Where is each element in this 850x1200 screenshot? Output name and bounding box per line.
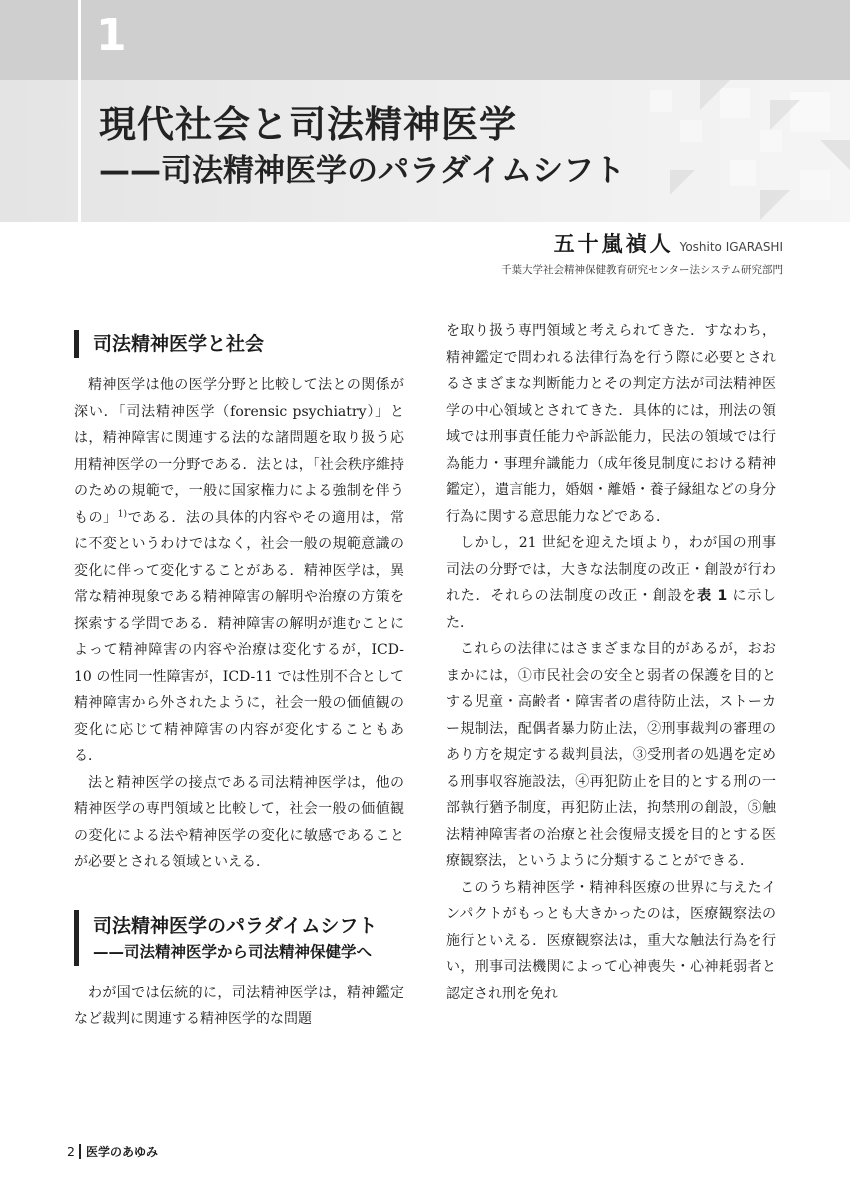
paragraph: これらの法律にはさまざまな目的があるが，おおまかには，①市民社会の安全と弱者の保護を目的とする児童・高齢者・障害者の虐待防止法，ストーカー規制法，配偶者暴力防止法，②刑事裁判の審理のあり方を規定する裁判員法，③受刑者の処遇を定める刑事収容施設法，④再犯防止を目的とする刑の一部執行猶予制度，再犯防止法，拘禁刑の創設，⑤触法精神障害者の治療と社会復帰支援を目的とする医療観察法，というように分類することができる． <box>446 641 776 869</box>
paragraph: を取り扱う専門領域と考えられてきた．すなわち，精神鑑定で問われる法律行為を行う際に必要とされるさまざまな判断能力とその判定方法が司法精神医学の中心領域とされてきた．具体的には，刑法の領域では刑事責任能力や訴訟能力，民法の領域では行為能力・事理弁識能力（成年後見制度における精神鑑定），遺言能力，婚姻・離婚・養子縁組などの身分行為に関する意思能力などである． <box>446 323 776 525</box>
title-band <box>0 80 850 222</box>
section-subtitle: ——司法精神医学から司法精神保健学へ <box>93 942 373 961</box>
paragraph: しかし，21 世紀を迎えた頃より，わが国の刑事司法の分野では，大きな法制度の改正・創設が行われた．それらの法制度の改正・創設を表 1 に示した． <box>446 535 776 631</box>
paragraph: 法と精神医学の接点である司法精神医学は，他の精神医学の専門領域と比較して，社会一般の価値観の変化による法や精神医学の変化に敏感であることが必要とされる領域といえる． <box>74 774 404 870</box>
author-line <box>554 228 783 258</box>
article-title: 現代社会と司法精神医学 <box>99 103 517 146</box>
right-column <box>446 318 776 1007</box>
table-reference: 表 1 <box>697 588 728 604</box>
paragraph: このうち精神医学・精神科医療の世界に与えたインパクトがもっとも大きかったのは，医療観察法の施行といえる．医療観察法は，重大な触法行為を行い，刑事司法機関によって心神喪失・心神耗弱者と認定され刑を免れ <box>446 879 776 1002</box>
footer-divider <box>79 1144 81 1159</box>
page-number: 2 <box>67 1144 75 1159</box>
footnote-ref: 1) <box>117 508 127 519</box>
chapter-number: 1 <box>96 10 127 61</box>
section-title: 司法精神医学のパラダイムシフト <box>93 914 378 937</box>
article-subtitle: ——司法精神医学のパラダイムシフト <box>99 153 626 189</box>
section-heading <box>74 910 404 966</box>
paragraph: 精神医学は他の医学分野と比較して法との関係が深い．「司法精神医学（forensic psychiatry）」とは，精神障害に関連する法的な諸問題を取り扱う応用精神医学の一分野である．法とは，「社会秩序維持のための規範で，一般に国家権力による強制を伴うもの」$^{1)}$である．法の具体的内容やその適用は，常に不変というわけではなく，社会一般の規範意識の変化に伴って変化することがある．精神医学は，異常な精神現象である精神障害の解明や治療の方策を探索する学問である．精神障害の解明が進むことによって精神障害の内容や治療は変化するが，ICD-10 の性同一性障害が，ICD-11 では性別不合として精神障害から外されたように，社会一般の価値観の変化に応じて精神障害の内容が変化することもある． <box>74 377 405 764</box>
paragraph: わが国では伝統的に，司法精神医学は，精神鑑定など裁判に関連する精神医学的な問題 <box>74 984 404 1027</box>
author-name: 五十嵐禎人 <box>553 232 674 256</box>
journal-name: 医学のあゆみ <box>85 1145 158 1159</box>
chapter-band <box>0 0 850 80</box>
left-column <box>74 318 404 1033</box>
page-footer <box>67 1143 158 1160</box>
band-divider <box>78 0 81 222</box>
author-affiliation: 千葉大学社会精神保健教育研究センター法システム研究部門 <box>500 264 783 276</box>
section-title: 司法精神医学と社会 <box>93 333 265 355</box>
section-heading <box>74 330 404 358</box>
decorative-pattern <box>520 80 850 222</box>
author-name-roman: Yoshito IGARASHI <box>679 240 783 254</box>
